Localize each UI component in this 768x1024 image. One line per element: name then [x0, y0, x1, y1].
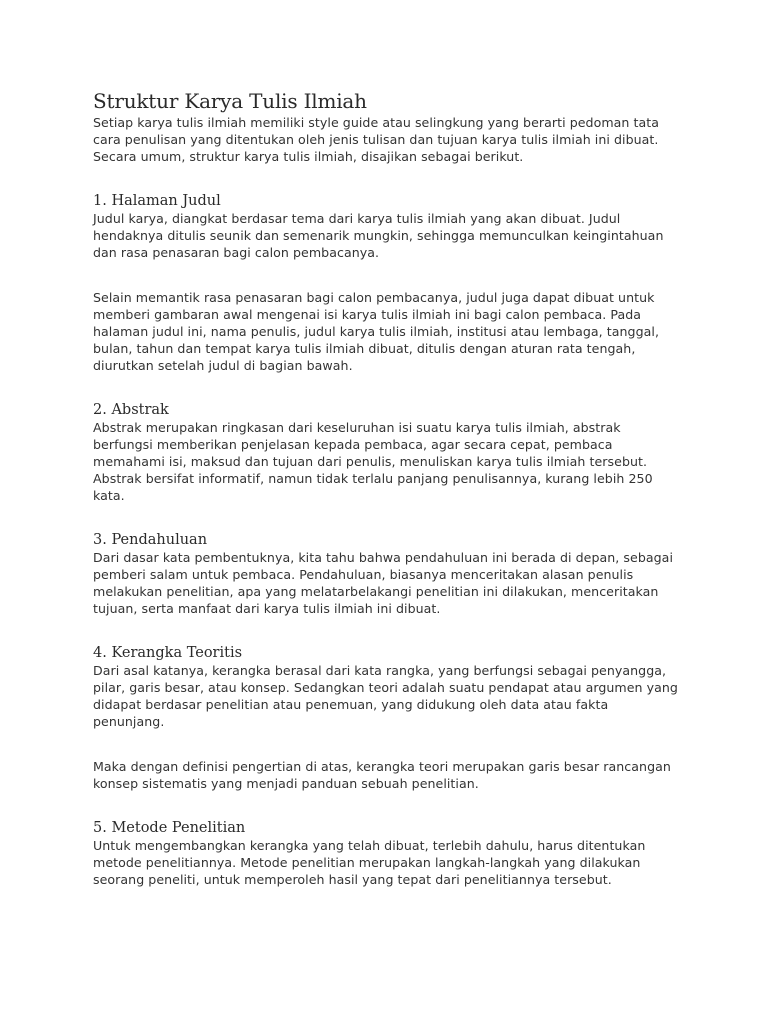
- section-paragraph: Dari asal katanya, kerangka berasal dari kata rangka, yang berfungsi sebagai penyangga, pilar, garis besar, atau konsep. Sedangkan teori adalah suatu pendapat atau argumen yang didapat berdasar penelitian atau penemuan, yang didukung oleh data atau fakta penunjang.: [93, 663, 678, 729]
- section-heading: 3. Pendahuluan: [93, 532, 208, 548]
- section-heading: 4. Kerangka Teoritis: [93, 645, 243, 661]
- section-heading: 2. Abstrak: [93, 402, 169, 418]
- section-heading: 5. Metode Penelitian: [93, 820, 246, 836]
- section-metode-penelitian: [93, 819, 683, 888]
- section-pendahuluan: [93, 531, 683, 617]
- section-paragraph: Abstrak merupakan ringkasan dari keseluruhan isi suatu karya tulis ilmiah, abstrak berfungsi memberikan penjelasan kepada pembaca, agar secara cepat, pembaca memahami isi, maksud dan tujuan dari penulis, menuliskan karya tulis ilmiah tersebut. Abstrak bersifat informatif, namun tidak terlalu panjang penulisannya, kurang lebih 250 kata.: [93, 420, 653, 503]
- intro-paragraph: Setiap karya tulis ilmiah memiliki style guide atau selingkung yang berarti pedoman tata cara penulisan yang ditentukan oleh jenis tulisan dan tujuan karya tulis ilmiah ini dibuat. Secara umum, struktur karya tulis ilmiah, disajikan sebagai berikut.: [93, 115, 660, 164]
- section-paragraph: Judul karya, diangkat berdasar tema dari karya tulis ilmiah yang akan dibuat. Judul hendaknya ditulis seunik dan semenarik mungkin, sehingga memunculkan keingintahuan dan rasa penasaran bagi calon pembacanya.: [93, 211, 664, 260]
- section-abstrak: [93, 401, 683, 504]
- section-paragraph: Dari dasar kata pembentuknya, kita tahu bahwa pendahuluan ini berada di depan, sebagai pemberi salam untuk pembaca. Pendahuluan, biasanya menceritakan alasan penulis melakukan penelitian, apa yang melatarbelakangi penelitian ini dilakukan, menceritakan tujuan, serta manfaat dari karya tulis ilmiah ini dibuat.: [93, 550, 673, 616]
- section-halaman-judul: [93, 192, 683, 374]
- section-kerangka-teoritis: [93, 644, 683, 792]
- section-paragraph: Untuk mengembangkan kerangka yang telah dibuat, terlebih dahulu, harus ditentukan metode penelitiannya. Metode penelitian merupakan langkah-langkah yang dilakukan seorang peneliti, untuk memperoleh hasil yang tepat dari penelitiannya tersebut.: [93, 838, 646, 887]
- section-paragraph: Selain memantik rasa penasaran bagi calon pembacanya, judul juga dapat dibuat untuk memberi gambaran awal mengenai isi karya tulis ilmiah ini bagi calon pembaca. Pada halaman judul ini, nama penulis, judul karya tulis ilmiah, institusi atau lembaga, tanggal, bulan, tahun dan tempat karya tulis ilmiah dibuat, ditulis dengan aturan rata tengah, diurutkan setelah judul di bagian bawah.: [93, 290, 659, 373]
- section-paragraph: Maka dengan definisi pengertian di atas, kerangka teori merupakan garis besar rancangan konsep sistematis yang menjadi panduan sebuah penelitian.: [93, 759, 671, 791]
- document-page: [93, 88, 683, 888]
- section-heading: 1. Halaman Judul: [93, 193, 221, 209]
- document-title: Struktur Karya Tulis Ilmiah: [93, 89, 367, 113]
